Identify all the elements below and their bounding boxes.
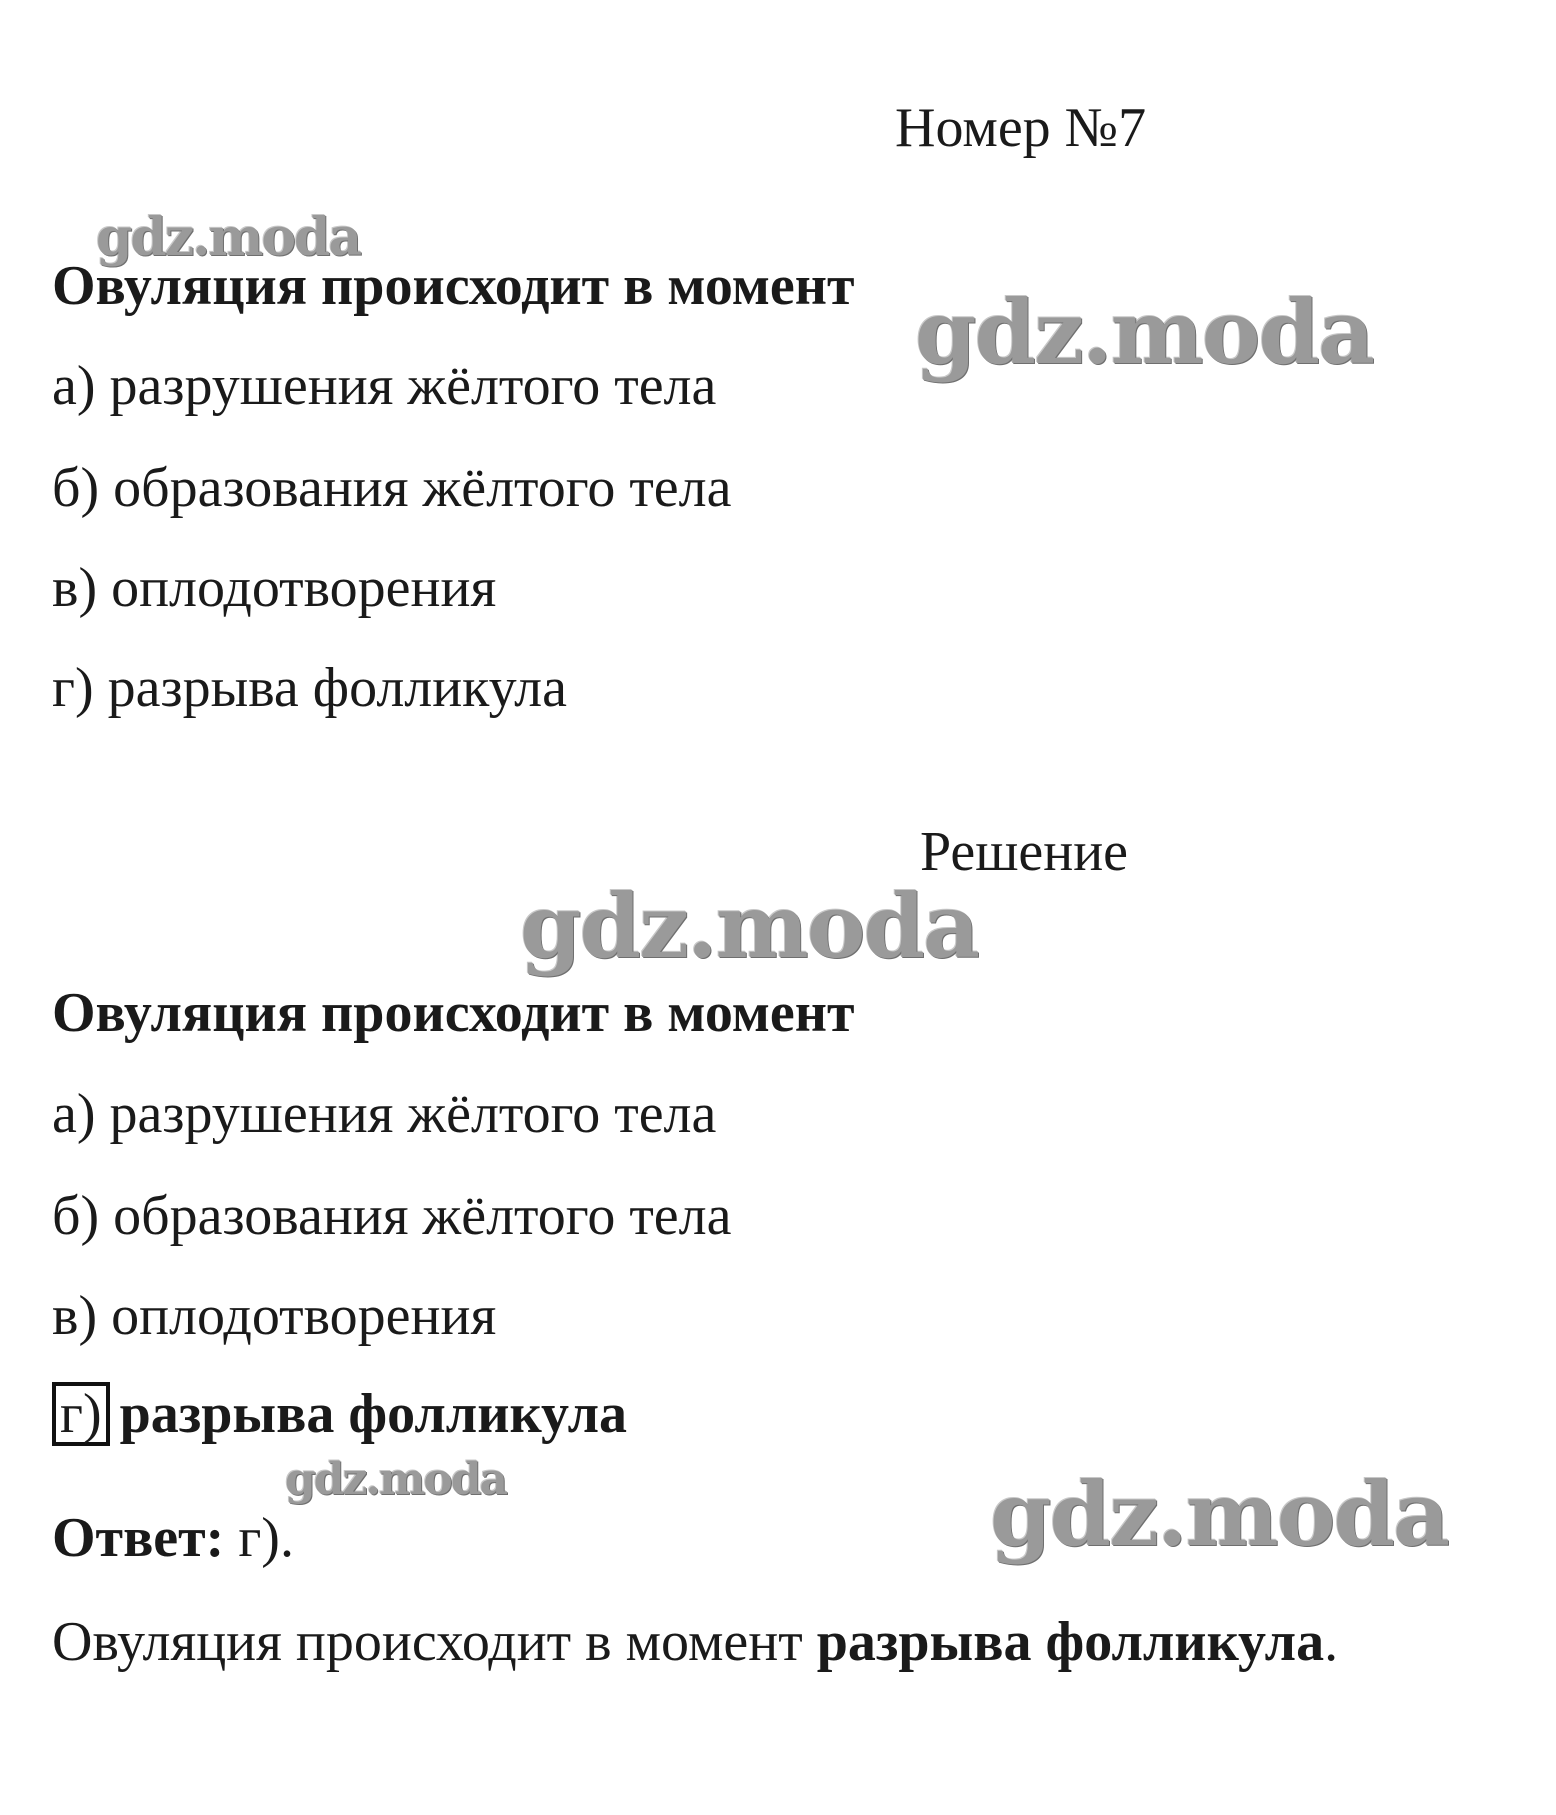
solution-option-a: а) разрушения жёлтого тела — [52, 1083, 717, 1145]
answer-label: Ответ: — [52, 1507, 225, 1569]
conclusion-prefix: Овуляция происходит в момент — [52, 1611, 803, 1673]
solution-option-b: б) образования жёлтого тела — [52, 1185, 732, 1247]
option-b: б) образования жёлтого тела — [52, 457, 732, 519]
solution-heading: Решение — [920, 821, 1129, 883]
conclusion-line — [52, 1611, 1339, 1673]
solution-question-title: Овуляция происходит в момент — [52, 982, 855, 1044]
conclusion-suffix: . — [1324, 1611, 1339, 1673]
selected-answer-box: г) — [52, 1382, 110, 1446]
watermark-logo: gdz.moda — [520, 874, 979, 978]
task-number: Номер №7 — [895, 97, 1147, 159]
option-d: г) разрыва фолликула — [52, 657, 567, 719]
watermark-logo: gdz.moda — [915, 280, 1374, 384]
watermark-logo: gdz.moda — [990, 1462, 1449, 1566]
conclusion-bold: разрыва фолликула — [816, 1611, 1325, 1673]
solution-option-d-selected — [52, 1382, 627, 1446]
answer-value: г). — [238, 1507, 294, 1569]
option-a: а) разрушения жёлтого тела — [52, 355, 717, 417]
question-title: Овуляция происходит в момент — [52, 255, 855, 317]
answer-line — [52, 1507, 294, 1569]
solution-option-c: в) оплодотворения — [52, 1285, 497, 1347]
watermark-logo: gdz.moda — [285, 1454, 507, 1505]
selected-answer-text: разрыва фолликула — [119, 1383, 627, 1445]
option-c: в) оплодотворения — [52, 557, 497, 619]
watermark-logo: gdz.moda — [96, 207, 361, 268]
